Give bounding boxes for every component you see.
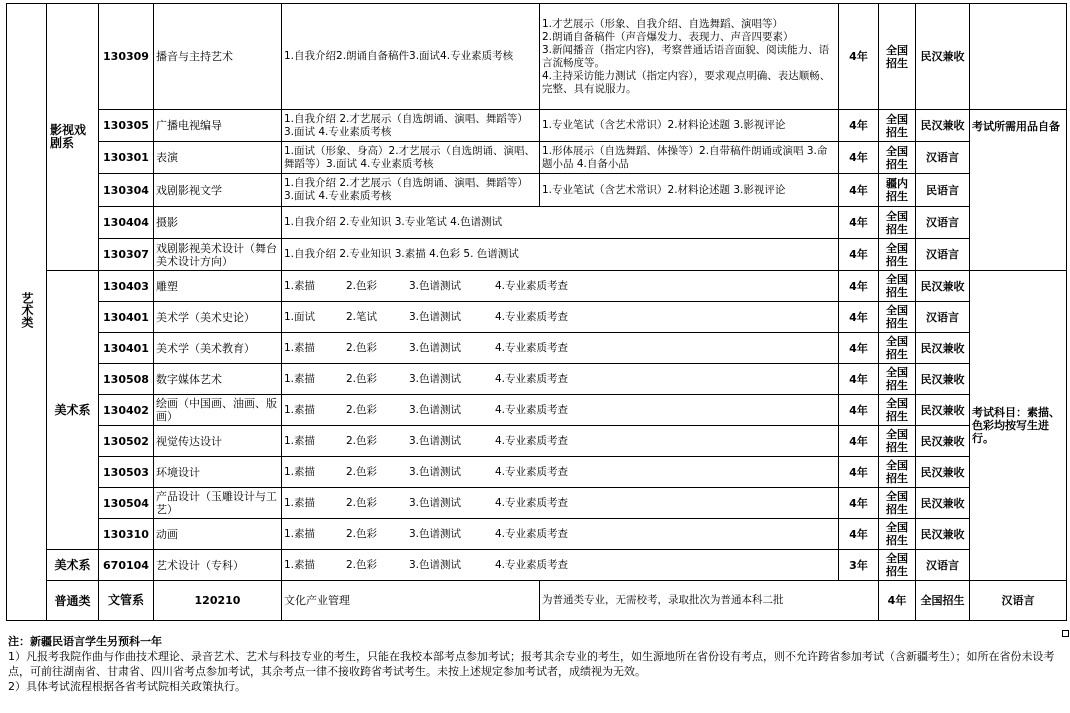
major-code: 130307 (99, 239, 154, 271)
table-row (7, 395, 1067, 426)
language-type: 民语言 (916, 174, 970, 207)
table-resize-handle[interactable] (1062, 630, 1069, 637)
exam-subjects: 1.自我介绍 2.专业知识 3.素描 4.色彩 5. 色谱测试 (282, 239, 839, 271)
table-row (7, 333, 1067, 364)
footnotes (8, 634, 1063, 694)
major-name: 雕塑 (154, 271, 282, 302)
major-name: 摄影 (154, 207, 282, 239)
table-row (7, 271, 1067, 302)
major-name: 视觉传达设计 (154, 426, 282, 457)
enrollment-scope: 全国招生 (879, 364, 916, 395)
study-years: 4年 (839, 110, 879, 142)
enrollment-scope: 全国招生 (879, 110, 916, 142)
major-code: 130404 (99, 207, 154, 239)
exam-subjects: 1.素描 2.色彩 3.色谱测试 4.专业素质考查 (282, 395, 839, 426)
major-code: 130310 (99, 519, 154, 550)
major-name: 表演 (154, 142, 282, 174)
major-code: 130504 (99, 488, 154, 519)
first-exam-subjects: 1.面试（形象、身高）2.才艺展示（自选朗诵、演唱、舞蹈等）3.面试 4.专业素质考核 (282, 142, 540, 174)
table-row (7, 488, 1067, 519)
exam-subjects: 1.素描 2.色彩 3.色谱测试 4.专业素质考查 (282, 364, 839, 395)
major-name: 数字媒体艺术 (154, 364, 282, 395)
enrollment-scope: 全国招生 (879, 239, 916, 271)
study-years: 4年 (839, 174, 879, 207)
table-row (7, 550, 1067, 581)
first-exam-subjects: 1.自我介绍 2.才艺展示（自选朗诵、演唱、舞蹈等）3.面试 4.专业素质考核 (282, 110, 540, 142)
major-name: 美术学（美术教育） (154, 333, 282, 364)
major-code: 130402 (99, 395, 154, 426)
study-years: 4年 (839, 395, 879, 426)
major-name: 播音与主持艺术 (154, 4, 282, 110)
language-type: 民汉兼收 (916, 271, 970, 302)
exam-line: 4.主持采访能力测试（指定内容），要求观点明确、表达顺畅、完整、具有说服力。 (542, 69, 831, 95)
study-years: 4年 (839, 239, 879, 271)
exam-subjects: 1.面试 2.笔试 3.色谱测试 4.专业素质考查 (282, 302, 839, 333)
second-exam-subjects: 1.形体展示（自选舞蹈、体操等）2.自带稿件朗诵或演唱 3.命题小品 4.自备小品 (540, 142, 839, 174)
exam-subjects: 1.素描 2.色彩 3.色谱测试 4.专业素质考查 (282, 550, 839, 581)
enrollment-scope: 疆内招生 (879, 174, 916, 207)
enrollment-scope: 全国招生 (879, 271, 916, 302)
language-type: 民汉兼收 (916, 4, 970, 110)
enrollment-scope: 全国招生 (879, 550, 916, 581)
major-code: 120210 (154, 581, 282, 621)
language-type: 民汉兼收 (916, 333, 970, 364)
table-row (7, 302, 1067, 333)
language-type: 民汉兼收 (916, 364, 970, 395)
category-label: 艺术类 (20, 292, 34, 328)
study-years: 4年 (839, 364, 879, 395)
major-name: 艺术设计（专科） (154, 550, 282, 581)
enrollment-scope: 全国招生 (879, 395, 916, 426)
second-exam-subjects: 1.专业笔试（含艺术常识）2.材料论述题 3.影视评论 (540, 174, 839, 207)
major-code: 130401 (99, 333, 154, 364)
language-type: 汉语言 (916, 239, 970, 271)
major-name: 环境设计 (154, 457, 282, 488)
exam-line: 1.才艺展示（形象、自我介绍、自选舞蹈、演唱等） (542, 17, 784, 30)
exam-subjects: 1.素描 2.色彩 3.色谱测试 4.专业素质考查 (282, 271, 839, 302)
major-name: 动画 (154, 519, 282, 550)
enrollment-scope: 全国招生 (879, 302, 916, 333)
second-exam-subjects: 1.专业笔试（含艺术常识）2.材料论述题 3.影视评论 (540, 110, 839, 142)
major-code: 130304 (99, 174, 154, 207)
study-years: 3年 (839, 550, 879, 581)
enrollment-table (6, 3, 1067, 621)
study-years: 4年 (839, 333, 879, 364)
footnote-heading: 注：新疆民语言学生另预科一年 (8, 635, 162, 648)
major-code: 130508 (99, 364, 154, 395)
major-code: 130301 (99, 142, 154, 174)
table-row (7, 364, 1067, 395)
major-code: 130309 (99, 4, 154, 110)
table-row (7, 174, 1067, 207)
exam-subjects: 1.素描 2.色彩 3.色谱测试 4.专业素质考查 (282, 333, 839, 364)
category-cell: 普通类 (47, 581, 99, 621)
second-exam-subjects (540, 4, 839, 110)
study-years: 4年 (839, 142, 879, 174)
table-row (7, 519, 1067, 550)
language-type: 民汉兼收 (916, 457, 970, 488)
language-type: 民汉兼收 (916, 519, 970, 550)
table-row (7, 110, 1067, 142)
enrollment-scope: 全国招生 (879, 4, 916, 110)
language-type: 汉语言 (916, 207, 970, 239)
enrollment-scope: 全国招生 (879, 519, 916, 550)
major-code: 130401 (99, 302, 154, 333)
enrollment-table-container (6, 3, 1066, 621)
study-years: 4年 (879, 581, 916, 621)
enrollment-scope: 全国招生 (879, 207, 916, 239)
department-cell: 美术系 (47, 271, 99, 550)
language-type: 民汉兼收 (916, 395, 970, 426)
table-row (7, 207, 1067, 239)
language-type: 民汉兼收 (916, 488, 970, 519)
major-name: 绘画（中国画、油画、版画） (154, 395, 282, 426)
enrollment-scope: 全国招生 (879, 488, 916, 519)
major-name: 文化产业管理 (282, 581, 540, 621)
enrollment-scope: 全国招生 (879, 142, 916, 174)
enrollment-scope: 全国招生 (879, 426, 916, 457)
major-name: 戏剧影视美术设计（舞台美术设计方向） (154, 239, 282, 271)
language-type: 汉语言 (970, 581, 1067, 621)
exam-subjects: 为普通类专业，无需校考，录取批次为普通本科二批 (540, 581, 879, 621)
study-years: 4年 (839, 271, 879, 302)
exam-subjects: 1.素描 2.色彩 3.色谱测试 4.专业素质考查 (282, 457, 839, 488)
study-years: 4年 (839, 519, 879, 550)
film-dept-note: 考试所需用品自备 (970, 110, 1067, 271)
empty-note-cell (970, 4, 1067, 110)
major-code: 130305 (99, 110, 154, 142)
footnote-item: 2）具体考试流程根据各省考试院相关政策执行。 (8, 680, 246, 693)
major-code: 130503 (99, 457, 154, 488)
language-type: 民汉兼收 (916, 426, 970, 457)
study-years: 4年 (839, 488, 879, 519)
enrollment-scope: 全国招生 (879, 457, 916, 488)
enrollment-scope: 全国招生 (916, 581, 970, 621)
study-years: 4年 (839, 457, 879, 488)
department-cell: 影视戏剧系 (47, 4, 99, 271)
table-row (7, 142, 1067, 174)
exam-subjects: 1.素描 2.色彩 3.色谱测试 4.专业素质考查 (282, 488, 839, 519)
study-years: 4年 (839, 207, 879, 239)
table-row (7, 426, 1067, 457)
major-name: 美术学（美术史论） (154, 302, 282, 333)
language-type: 汉语言 (916, 302, 970, 333)
first-exam-subjects: 1.自我介绍2.朗诵自备稿件3.面试4.专业素质考核 (282, 4, 540, 110)
major-code: 130502 (99, 426, 154, 457)
footnote-item: 1）凡报考我院作曲与作曲技术理论、录音艺术、艺术与科技专业的考生，只能在我校本部考点参加考试；报考其余专业的考生，如生源地所在省份设有考点，则不允许跨省参加考试（含新疆考生）；如所在省份未设考点，可前往湖南省、甘肃省、四川省考点参加考试，其余考点一律不接收跨省考试考生。未按上述规定参加考试者，成绩视为无效。 (8, 650, 1055, 678)
major-code: 130403 (99, 271, 154, 302)
major-name: 戏剧影视文学 (154, 174, 282, 207)
language-type: 汉语言 (916, 142, 970, 174)
first-exam-subjects: 1.自我介绍 2.才艺展示（自选朗诵、演唱、舞蹈等）3.面试 4.专业素质考核 (282, 174, 540, 207)
language-type: 汉语言 (916, 550, 970, 581)
study-years: 4年 (839, 4, 879, 110)
table-row (7, 239, 1067, 271)
table-row (7, 4, 1067, 110)
fine-arts-dept-note: 考试科目：素描、色彩均按写生进行。 (970, 271, 1067, 581)
department-cell: 文管系 (99, 581, 154, 621)
category-cell (7, 4, 47, 621)
table-row (7, 581, 1067, 621)
major-code: 670104 (99, 550, 154, 581)
table-row (7, 457, 1067, 488)
study-years: 4年 (839, 302, 879, 333)
department-cell: 美术系 (47, 550, 99, 581)
exam-subjects: 1.素描 2.色彩 3.色谱测试 4.专业素质考查 (282, 426, 839, 457)
exam-subjects: 1.自我介绍 2.专业知识 3.专业笔试 4.色谱测试 (282, 207, 839, 239)
enrollment-scope: 全国招生 (879, 333, 916, 364)
language-type: 民汉兼收 (916, 110, 970, 142)
exam-line: 3.新闻播音（指定内容)，考察普通话语音面貌、阅读能力、语言流畅度等。 (542, 43, 830, 69)
major-name: 广播电视编导 (154, 110, 282, 142)
major-name: 产品设计（玉雕设计与工艺） (154, 488, 282, 519)
exam-subjects: 1.素描 2.色彩 3.色谱测试 4.专业素质考查 (282, 519, 839, 550)
study-years: 4年 (839, 426, 879, 457)
exam-line: 2.朗诵自备稿件（声音爆发力、表现力、声音四要素） (542, 30, 794, 43)
